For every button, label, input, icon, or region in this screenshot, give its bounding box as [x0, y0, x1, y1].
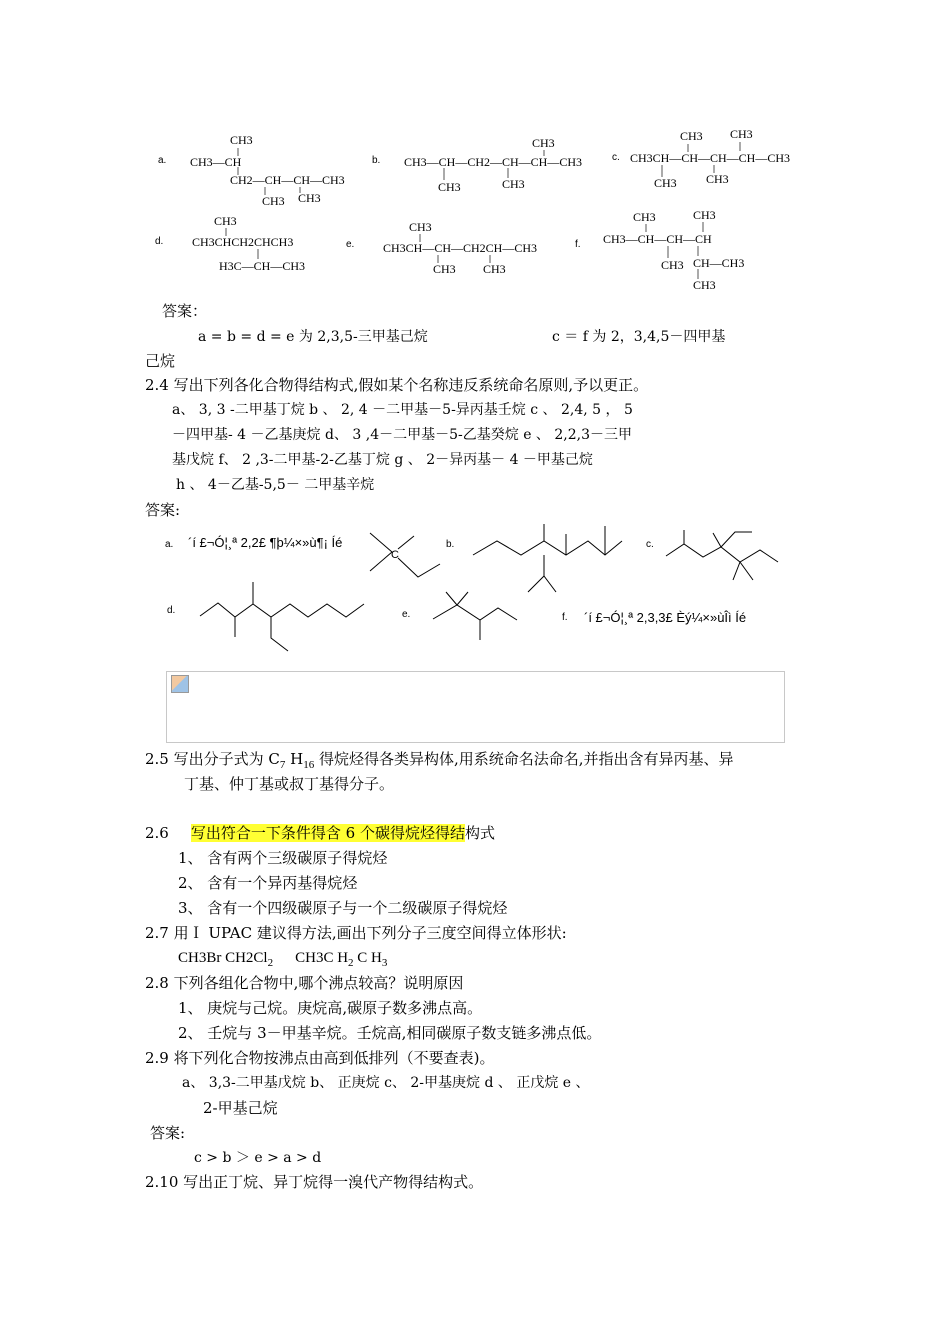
- skeletal-a-center: C: [391, 549, 399, 561]
- broken-image-icon: [171, 675, 189, 693]
- structure-a-label: a.: [158, 155, 167, 166]
- q28-item1: 1、 庚烷与己烷。庚烷高,碳原子数多沸点高。: [178, 999, 483, 1017]
- structure-c-label: c.: [612, 152, 620, 163]
- q24-answer-label: 答案:: [145, 501, 181, 519]
- q28-title: 2.8 下列各组化合物中,哪个沸点较高？说明原因: [145, 974, 464, 992]
- q26-highlight: 写出符合一下条件得含 6 个碳得烷烃得结: [190, 824, 465, 842]
- answer1-line2: 己烷: [145, 352, 176, 370]
- skeletal-f-text: ´í £¬Ó¦¸ª 2,3,3£ Èý¼×»ùÎì Íé: [584, 610, 747, 625]
- answer-label-1: 答案：: [162, 302, 208, 320]
- q25-line2: 丁基、仲丁基或叔丁基得分子。: [184, 775, 395, 793]
- q24-line1: a、 3, 3 -二甲基丁烷 b 、 2, 4 －二甲基－5-异丙基壬烷 c 、 2,4, 5 ， 5: [172, 402, 633, 418]
- q29-line1: a、 3,3-二甲基戊烷 b、 正庚烷 c、 2-甲基庚烷 d 、 正戊烷 e 、: [182, 1075, 590, 1091]
- q29-order: c > b ＞ e > a > d: [194, 1150, 322, 1166]
- q25-line1: 2.5 写出分子式为 $C_7$ $H_{16}$ 得烷烃得各类异构体,用系统命名法命名,并指出含有异丙基、异: [145, 750, 734, 771]
- skeletal-d: [200, 603, 364, 617]
- q27-title: 2.7 用Ｉ UPAC 建议得方法,画出下列分子三度空间得立体形状:: [145, 924, 567, 942]
- q27-formulas: CH3Br $CH2Cl_2$ CH3C $H_2$ C $H_3$: [178, 950, 388, 969]
- q29-title: 2.9 将下列化合物按沸点由高到低排列（不要查表)。: [145, 1049, 495, 1067]
- q24-line2: －四甲基- 4 －乙基庚烷 d、 3 ,4－二甲基－5-乙基癸烷 e 、 2,2,3－三甲: [172, 427, 633, 443]
- q26-title: 2.6 写出符合一下条件得含 6 个碳得烷烃得结构式: [145, 824, 495, 842]
- answer1-line1-left: a = b = d = e 为 2,3,5-三甲基己烷: [198, 329, 428, 345]
- q26-item1: 1、 含有两个三级碳原子得烷烃: [178, 849, 388, 867]
- q24-line3: 基戊烷 f、 2 ,3-二甲基-2-乙基丁烷 g 、 2－异丙基－ 4 －甲基己烷: [172, 452, 593, 468]
- structure-f-label: f.: [575, 239, 581, 250]
- structure-e-label: e.: [346, 239, 355, 250]
- q29-answer-label: 答案:: [150, 1124, 186, 1142]
- skeletal-b-label: b.: [446, 539, 455, 550]
- q28-item2: 2、 壬烷与 3－甲基辛烷。壬烷高,相同碳原子数支链多沸点低。: [178, 1024, 602, 1042]
- skeletal-a-label: a.: [165, 539, 174, 550]
- q24-line4: h 、 4－乙基-5,5－ 二甲基辛烷: [176, 477, 375, 493]
- broken-image-placeholder: [166, 671, 785, 743]
- structure-d-label: d.: [155, 236, 164, 247]
- q29-line2: 2-甲基己烷: [203, 1099, 278, 1117]
- skeletal-c-label: c.: [646, 539, 654, 550]
- skeletal-e-label: e.: [402, 609, 411, 620]
- skeletal-e: [433, 605, 517, 620]
- answer1-line1-right: c ＝ f 为 2，3,4,5－四甲基: [552, 329, 726, 345]
- skeletal-c: [666, 544, 778, 562]
- skeletal-d-label: d.: [167, 605, 176, 616]
- skeletal-a-text: ´í £¬Ó¦¸ª 2,2£ ¶þ¼×»ù¶¡ Íé: [188, 535, 343, 550]
- skeletal-f-label: f.: [562, 612, 568, 623]
- skeletal-b: [473, 541, 622, 555]
- q26-item2: 2、 含有一个异丙基得烷烃: [178, 874, 358, 892]
- skeletal-a: [370, 533, 392, 571]
- q26-item3: 3、 含有一个四级碳原子与一个二级碳原子得烷烃: [178, 899, 508, 917]
- q24-title: 2.4 写出下列各化合物得结构式,假如某个名称违反系统命名原则,予以更正。: [145, 376, 649, 394]
- structure-b-label: b.: [372, 155, 381, 166]
- q210-title: 2.10 写出正丁烷、异丁烷得一溴代产物得结构式。: [145, 1173, 484, 1191]
